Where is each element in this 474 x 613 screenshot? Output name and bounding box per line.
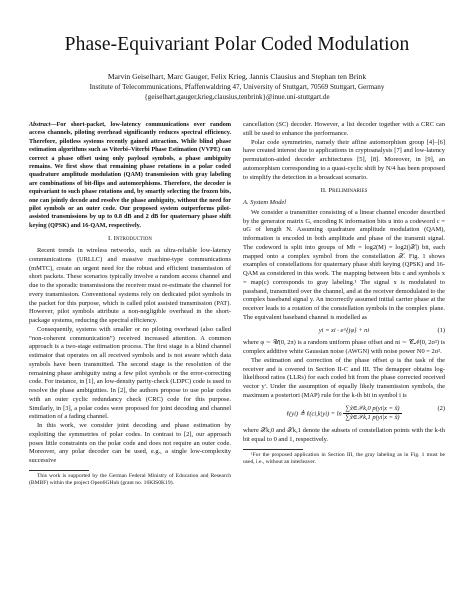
abstract-label: Abstract bbox=[29, 121, 51, 128]
equation-fraction bbox=[343, 405, 401, 424]
author-list: Marvin Geiselhart, Marc Gauger, Felix Krieg, Jannis Clausius and Stephan ten Brink bbox=[107, 72, 367, 81]
equation-2 bbox=[243, 405, 445, 424]
left-column bbox=[29, 121, 231, 487]
section-heading-preliminaries: II. Preliminaries bbox=[320, 187, 368, 195]
equation-number: (2) bbox=[437, 404, 445, 412]
funding-footnote: This work is supported by the German Federal Ministry of Education and Research (BMBF) within the project Open6GHub (grant no. 16KIS0K19). bbox=[29, 472, 231, 486]
abstract-text: —For short-packet, low-latency communications over random access channels, piloting overhead significantly reduces spectral efficiency. Therefore, pilotless systems recently gained attraction. While blind phase estimation algorithms such as Viterbi–Viterbi Phase Estimation (VVPE) can correct a phase offset using only payload symbols, a phase ambiguity remains. We first show that remaining phase rotations in a polar coded quadrature amplitude modulation (QAM) transmission with gray labeling are combinations of bit-flips and automorphisms. Therefore, the decoder is equivariant to such phase rotations and, by smartly selecting the frozen bits, one can jointly decode and resolve the phase ambiguity, without the need for pilot symbols or an outer code. Our proposed system outperforms pilot-assisted transmissions by up to 0.8 dB and 2 dB for quaternary phase shift keying (QPSK) and 16-QAM, respectively. bbox=[29, 121, 231, 229]
subsection-heading-system-model: A. System Model bbox=[243, 199, 287, 206]
paragraph: where φ ∼ 𝒰(0, 2π) is a random uniform phase offset and ni ∼ 𝒞𝒩(0, 2σ²) is complex additive white Gaussian noise (AWGN) with noise power N0 = 2σ². bbox=[243, 339, 445, 355]
fraction-denominator: ∑x̃∈𝒳k,1 p(yi|x = x̃) bbox=[345, 414, 400, 422]
equation-lhs: ℓ(yi) ≜ ℓ(ci,k|yi) = ln bbox=[286, 410, 342, 418]
paragraph: Recent trends in wireless networks, such as ultra-reliable low-latency communications (URLLC) and massive machine-type communications (mMTC), create an urgent need for the robust and efficient transmission of short packets. These scenarios typically involve a random access channel and due to the sporadic transmissions the receiver must re-estimate the channel for every transmission. Conventional systems rely on dedicated pilot symbols in the packet for this purpose, which is called pilot assisted transmission (PAT). However, pilot symbols attribute a non-negligible overhead in the short-package systems, reducing the spectral efficiency. bbox=[29, 247, 231, 325]
footnote-rule bbox=[29, 470, 89, 471]
section-heading-introduction: I. Introduction bbox=[108, 235, 152, 243]
gray-labeling-footnote: ¹For the proposed application in Section III, the gray labeling as in Fig. 1 must be used, i.e., without an interleaver. bbox=[243, 451, 445, 465]
abstract bbox=[29, 121, 231, 230]
paragraph: cancellation (SC) decoder. However, a list decoder together with a CRC can still be used to enhance the performance. bbox=[243, 121, 445, 137]
author-emails: {geiselhart,gauger,krieg,clausius,tenbrink}@inue.uni-stuttgart.de bbox=[144, 93, 330, 101]
paragraph: In this work, we consider joint decoding and phase estimation by exploiting the symmetries of polar codes. In contrast to [2], our approach poses little constraints on the polar code and does not require an outer code. Moreover, any polar decoder can be used, e.g., a single low-complexity successive bbox=[29, 422, 231, 465]
paragraph: The estimation and correction of the phase offset φ is the task of the receiver and is covered in Section II-C and III. The demapper obtains log-likelihood ratios (LLRs) for each coded bit from the phase corrected received vector y′. Under the assumption of equally likely transmission symbols, the maximum a posteriori (MAP) rule for the k-th bit in symbol i is bbox=[243, 356, 445, 399]
paragraph: Polar code symmetries, namely their affine automorphism group [4]–[6] have created interest due to applications in cryptoanalysis [7] and low-latency permutation-aided decoder architectures [5], [8]. Moreover, in [9], an automorphism corresponding to a quasi-cyclic shift by N/4 has been proposed to simplify the detection in a broadcast scenario. bbox=[243, 138, 445, 181]
paragraph: where 𝒳k,0 and 𝒳k,1 denote the subsets of constellation points with the k-th bit equal to 0 and 1, respectively. bbox=[243, 427, 445, 443]
paragraph: We consider a transmitter consisting of a linear channel encoder described by the generator matrix G, encoding K information bits u into a codeword c = uG of length N. Assuming quadrature amplitude modulation (QAM), information is encoded in both amplitude and phase of the transmit signal. The codeword is split into groups of Mb = log2(M) = log2(|𝒳|) bit, each mapped onto a complex symbol from the constellation 𝒳. Fig. 1 shows examples of constellations for quaternary phase shift keying (QPSK) and 16-QAM as considered in this work. The mapping between bits c and symbols x = map(c) corresponds to gray labeling.¹ The signal x is modulated to passband, transmitted over the channel, and at the receiver demodulated to the complex baseband signal y. An incorrectly assumed initial carrier phase at the receiver leads to a rotation of the constellation symbols in the complex plane. The equivalent baseband channel is modelled as bbox=[243, 208, 445, 321]
affiliation: Institute of Telecommunications, Pfaffenwaldring 47, University of Stuttgart, 70569 Stuttgart, Germany bbox=[89, 83, 385, 91]
fraction-numerator: ∑x̃∈𝒳k,0 p(yi|x = x̃) bbox=[343, 405, 401, 415]
equation-1 bbox=[243, 327, 445, 336]
equation-body: yi = xi · e^{jφ} + ni bbox=[318, 326, 370, 334]
footnote-rule bbox=[243, 449, 303, 450]
equation-number: (1) bbox=[437, 326, 445, 334]
right-column bbox=[243, 121, 445, 466]
paper-title: Phase-Equivariant Polar Coded Modulation bbox=[64, 34, 410, 55]
paragraph: Consequently, systems with smaller or no piloting overhead (also called “non-coherent communication”) received increased attention. A common approach is a two-stage estimation process. The first stage is a blind channel estimator that operates on all received symbols and is not aware which data symbols have been transmitted. The second stage is the resolution of the remaining phase ambiguity using a few pilot symbols or the error-correcting code. For instance, in [1], an low-density parity-check (LDPC) code is used to resolve the phase ambiguities. In [2], the authors propose to use polar codes with an outer cyclic redundancy check (CRC) code for this purpose. Similarly, in [3], a polar codes were proposed for joint decoding and channel estimation of a fading channel. bbox=[29, 325, 231, 421]
